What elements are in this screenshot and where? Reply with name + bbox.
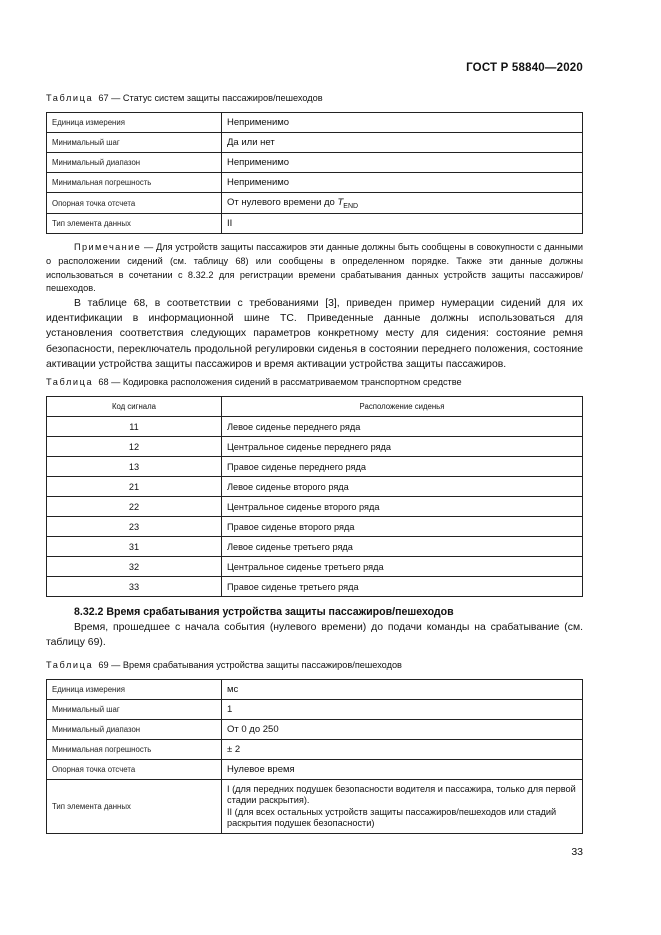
- row-label: Минимальный диапазон: [47, 720, 222, 740]
- row-label: Минимальный диапазон: [47, 153, 222, 173]
- row-label: Единица измерения: [47, 680, 222, 700]
- paragraph: В таблице 68, в соответствии с требованиями [3], приведен пример нумерации сидений для их идентификации в информационной шине ТС. Приведенные данные должны использоваться для установления соответствия следующих параметров конкретному месту для сидения: состояние ремня безопасности, переключатель продольной регулировки сиденья в состоянии переднего положения, состояние активации устройства защиты пассажиров и время активации устройства защиты пассажиров.: [46, 298, 583, 370]
- seat-position: Левое сиденье второго ряда: [222, 477, 583, 497]
- table69-caption: [46, 660, 402, 670]
- signal-code: 11: [47, 417, 222, 437]
- row-value: мс: [222, 680, 583, 700]
- table-row: [47, 700, 583, 720]
- section-text: Время, прошедшее с начала события (нулевого времени) до подачи команды на срабатывание (см. таблицу 69).: [46, 622, 583, 649]
- row-value: Неприменимо: [222, 153, 583, 173]
- row-label: Минимальная погрешность: [47, 740, 222, 760]
- note: [46, 241, 583, 296]
- caption-prefix: Таблица: [46, 660, 94, 670]
- signal-code: 22: [47, 497, 222, 517]
- row-label: Минимальная погрешность: [47, 173, 222, 193]
- table-row: [47, 193, 583, 214]
- table67-caption: [46, 93, 323, 103]
- signal-code: 23: [47, 517, 222, 537]
- table-row: [47, 417, 583, 437]
- caption-text: 67 — Статус систем защиты пассажиров/пешеходов: [98, 93, 323, 103]
- seat-position: Левое сиденье переднего ряда: [222, 417, 583, 437]
- table68: [46, 396, 583, 597]
- caption-text: 68 — Кодировка расположения сидений в рассматриваемом транспортном средстве: [98, 377, 462, 387]
- table69: [46, 679, 583, 834]
- table-row: [47, 113, 583, 133]
- row-value: Неприменимо: [222, 173, 583, 193]
- caption-prefix: Таблица: [46, 93, 94, 103]
- row-value: От 0 до 250: [222, 720, 583, 740]
- table-row: [47, 214, 583, 234]
- variable-t: T: [337, 196, 344, 208]
- table-row: [47, 557, 583, 577]
- table-row: [47, 437, 583, 457]
- signal-code: 13: [47, 457, 222, 477]
- table-row: [47, 477, 583, 497]
- seat-position: Правое сиденье третьего ряда: [222, 577, 583, 597]
- row-value: 1: [222, 700, 583, 720]
- table-row: [47, 577, 583, 597]
- table-row: [47, 720, 583, 740]
- row-label: Единица измерения: [47, 113, 222, 133]
- row-value: Нулевое время: [222, 760, 583, 780]
- table-row: [47, 457, 583, 477]
- table-row: [47, 517, 583, 537]
- table-row: [47, 173, 583, 193]
- section-heading: 8.32.2 Время срабатывания устройства защиты пассажиров/пешеходов: [74, 606, 454, 618]
- table-row: [47, 153, 583, 173]
- value-line: I (для передних подушек безопасности водителя и пассажира, только для первой стадии раскрытия).: [227, 783, 576, 806]
- row-value: [222, 780, 583, 834]
- column-header: Код сигнала: [47, 397, 222, 417]
- column-header: Расположение сиденья: [222, 397, 583, 417]
- table-row: [47, 680, 583, 700]
- row-value: II: [222, 214, 583, 234]
- signal-code: 12: [47, 437, 222, 457]
- table-row: [47, 537, 583, 557]
- subscript-end: END: [343, 202, 359, 210]
- row-value: ± 2: [222, 740, 583, 760]
- seat-position: Левое сиденье третьего ряда: [222, 537, 583, 557]
- table-row: [47, 740, 583, 760]
- seat-position: Правое сиденье переднего ряда: [222, 457, 583, 477]
- seat-position: Правое сиденье второго ряда: [222, 517, 583, 537]
- signal-code: 31: [47, 537, 222, 557]
- row-label: Тип элемента данных: [47, 780, 222, 834]
- table-row: [47, 760, 583, 780]
- row-label: Опорная точка отсчета: [47, 760, 222, 780]
- row-value: Да или нет: [222, 133, 583, 153]
- seat-position: Центральное сиденье третьего ряда: [222, 557, 583, 577]
- note-text: — Для устройств защиты пассажиров эти данные должны быть сообщены в совокупности с данными о расположении сидений (см. таблицу 68) или сообщены в определенном порядке. Также эти данные должны использоваться в сочетании с 8.32.2 для регистрации времени срабатывания данных устройств защиты пассажиров/пешеходов.: [46, 242, 583, 294]
- row-label: Опорная точка отсчета: [47, 193, 222, 214]
- row-value: [222, 193, 583, 214]
- standard-number: ГОСТ Р 58840—2020: [466, 62, 583, 74]
- table-row: [47, 497, 583, 517]
- seat-position: Центральное сиденье второго ряда: [222, 497, 583, 517]
- note-prefix: Примечание: [74, 242, 142, 252]
- table68-caption: [46, 377, 462, 387]
- caption-text: 69 — Время срабатывания устройства защиты пассажиров/пешеходов: [98, 660, 402, 670]
- value-text: От нулевого времени до: [227, 196, 338, 208]
- seat-position: Центральное сиденье переднего ряда: [222, 437, 583, 457]
- row-value: Неприменимо: [222, 113, 583, 133]
- signal-code: 21: [47, 477, 222, 497]
- signal-code: 33: [47, 577, 222, 597]
- signal-code: 32: [47, 557, 222, 577]
- table-header-row: [47, 397, 583, 417]
- row-label: Минимальный шаг: [47, 133, 222, 153]
- table-row: [47, 133, 583, 153]
- table-row: [47, 780, 583, 834]
- value-line: II (для всех остальных устройств защиты пассажиров/пешеходов или стадий раскрытия подушек безопасности): [227, 806, 557, 828]
- row-label: Минимальный шаг: [47, 700, 222, 720]
- page-number: 33: [571, 846, 583, 858]
- table67: [46, 112, 583, 234]
- caption-prefix: Таблица: [46, 377, 94, 387]
- row-label: Тип элемента данных: [47, 214, 222, 234]
